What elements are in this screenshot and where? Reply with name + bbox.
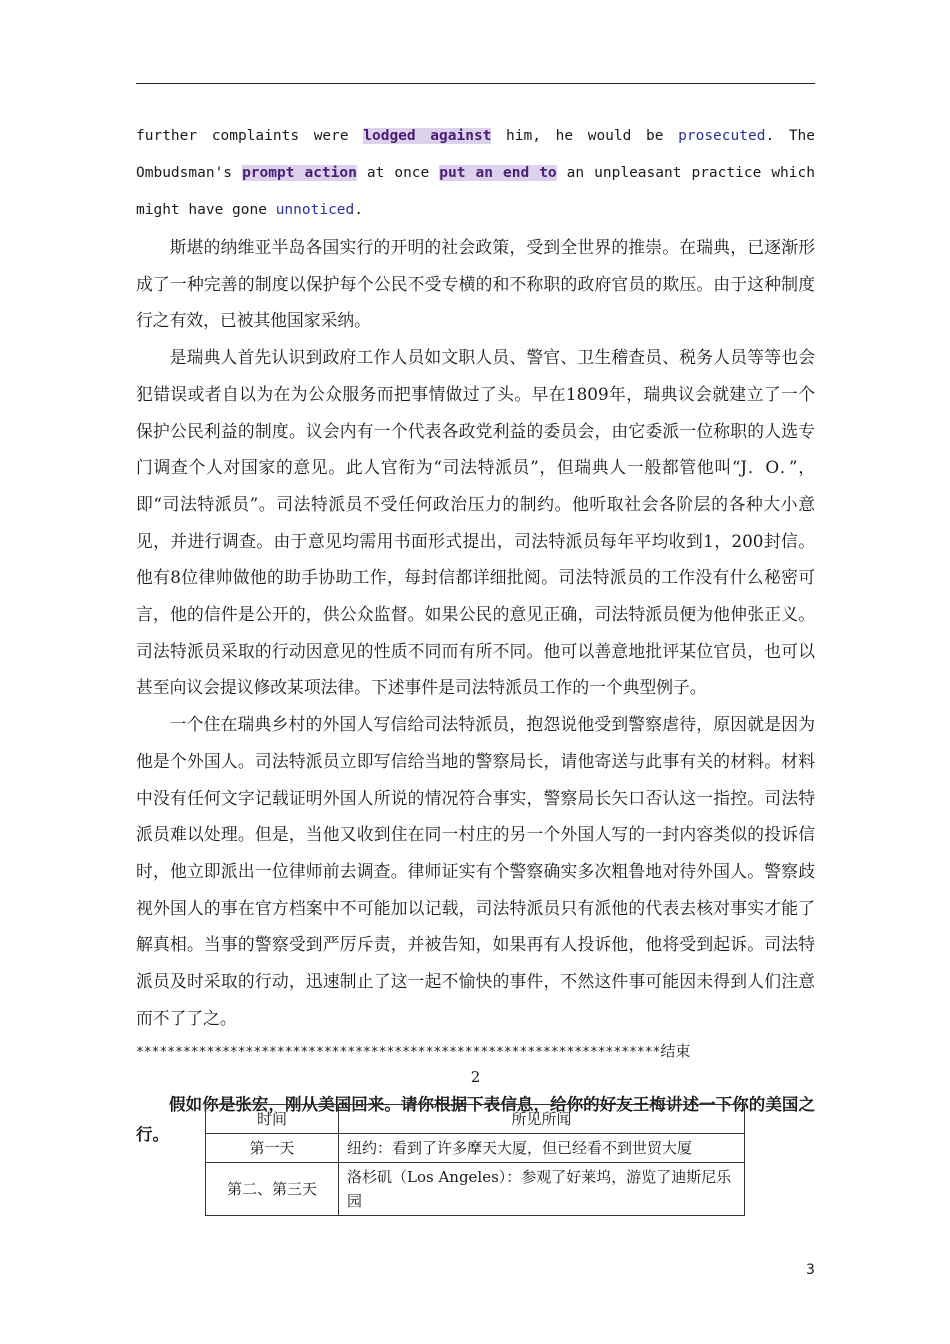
section-divider: *******************************************************************结束 [136, 1042, 691, 1061]
writing-task-prompt: 假如你是张宏，刚从美国回来。请你根据下表信息，给你的好友王梅讲述一下你的美国之行。 [136, 1095, 815, 1145]
itinerary-table [205, 1104, 745, 1216]
table-row [206, 1134, 745, 1163]
page-content [136, 118, 815, 1150]
translation-paragraph-2: 是瑞典人首先认识到政府工作人员如文职人员、警官、卫生稽查员、税务人员等等也会犯错误或者自以为在为公众服务而把事情做过了头。早在1809年，瑞典议会就建立了一个保护公民利益的制度。议会内有一个代表各政党利益的委员会，由它委派一位称职的人选专门调查个人对国家的意见。此人官衔为“司法特派员”，但瑞典人一般都管他叫“J．O．”，即“司法特派员”。司法特派员不受任何政治压力的制约。他听取社会各阶层的各种大小意见，并进行调查。由于意见均需用书面形式提出，司法特派员每年平均收到1，200封信。他有8位律帅做他的助手协助工作，每封信都详细批阅。司法特派员的工作没有什么秘密可言，他的信件是公开的，供公众监督。如果公民的意见正确，司法特派员便为他伸张正义。司法特派员采取的行动因意见的性质不同而有所不同。他可以善意地批评某位官员，也可以甚至向议会提议修改某项法律。下述事件是司法特派员工作的一个典型例子。 [136, 347, 815, 698]
translation-paragraph-1: 斯堪的纳维亚半岛各国实行的开明的社会政策，受到全世界的推崇。在瑞典，已逐渐形成了一种完善的制度以保护每个公民不受专横的和不称职的政府官员的欺压。由于这种制度行之有效，已被其他国家采纳。 [136, 237, 815, 331]
blue-word: prosecuted [678, 128, 766, 144]
row-time: 第一天 [206, 1134, 339, 1163]
table-row [206, 1163, 745, 1216]
page-number: 3 [806, 1262, 815, 1278]
header-experiences: 所见所闻 [339, 1105, 745, 1134]
header-time: 时间 [206, 1105, 339, 1134]
row-experience: 纽约：看到了许多摩天大厦，但已经看不到世贸大厦 [339, 1134, 745, 1163]
row-time: 第二、第三天 [206, 1163, 339, 1216]
english-passage-end: further complaints were lodged against him, he would be prosecuted. The Ombudsman's prompt action at once put an end to an unpleasant practice which might have gone unnoticed. [136, 128, 816, 218]
highlight-phrase: lodged against [363, 128, 492, 144]
translation-paragraph-3: 一个住在瑞典乡村的外国人写信给司法特派员，抱怨说他受到警察虐待，原因就是因为他是个外国人。司法特派员立即写信给当地的警察局长，请他寄送与此事有关的材料。材料中没有任何文字记载证明外国人所说的情况符合事实，警察局长矢口否认这一指控。司法特派员难以处理。但是，当他又收到住在同一村庄的另一个外国人写的一封内容类似的投诉信时，他立即派出一位律师前去调查。律师证实有个警察确实多次粗鲁地对待外国人。警察歧视外国人的事在官方档案中不可能加以记载，司法特派员只有派他的代表去核对事实才能了解真相。当事的警察受到严厉斥责，并被告知，如果再有人投诉他，他将受到起诉。司法特派员及时采取的行动，迅速制止了这一起不愉快的事件，不然这件事可能因未得到人们注意而不了了之。 [136, 714, 815, 1028]
highlight-phrase: prompt action [242, 165, 357, 181]
row-experience: 洛杉矶（Los Angeles）：参观了好莱坞，游览了迪斯尼乐园 [339, 1163, 745, 1216]
highlight-phrase: put an end to [439, 165, 557, 181]
blue-word: unnoticed [275, 202, 355, 218]
table-header-row [206, 1105, 745, 1134]
header-rule [136, 83, 815, 84]
end-label: 结束 [660, 1042, 691, 1061]
section-number: 2 [470, 1068, 481, 1087]
